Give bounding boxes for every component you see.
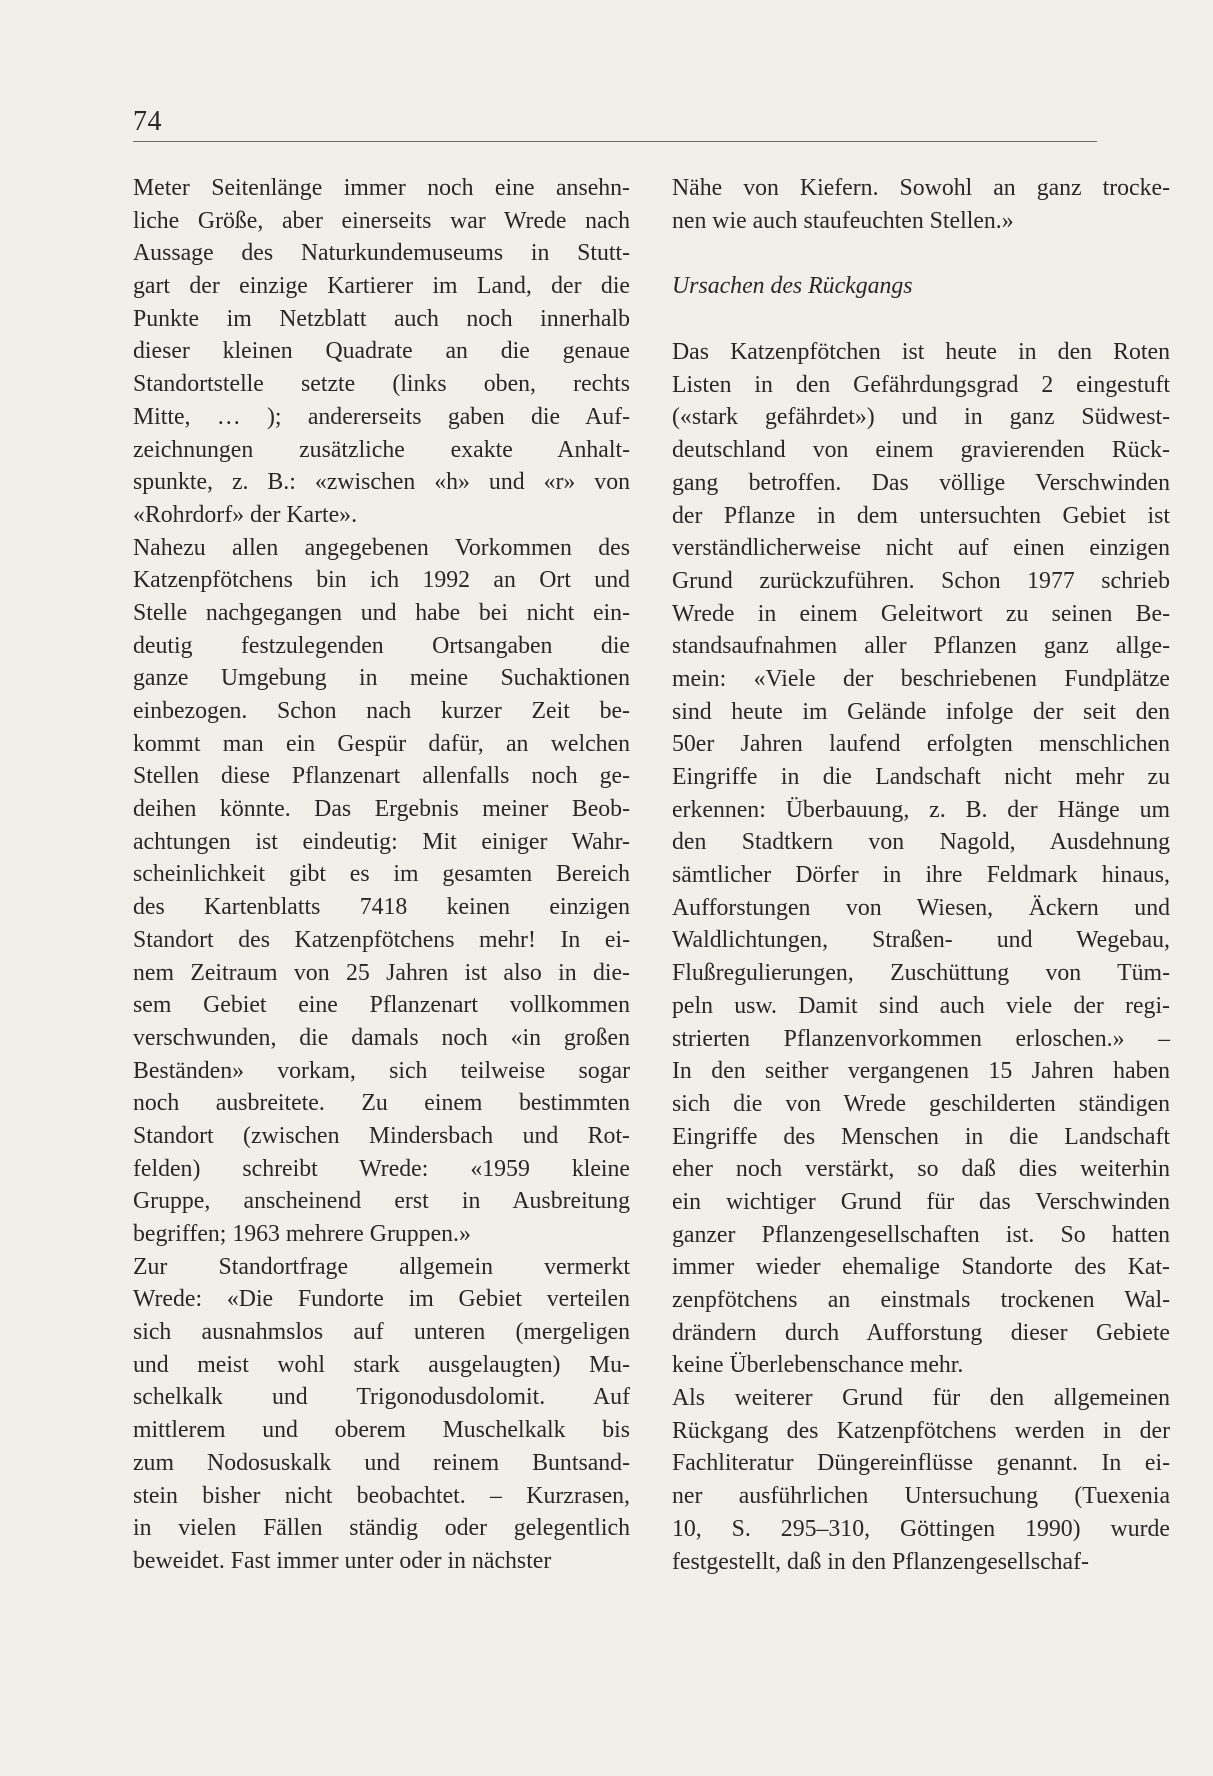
text-line: deutig festzulegenden Ortsangaben die [133, 632, 630, 659]
text-line: Standort des Katzenpfötchens mehr! In ei- [133, 926, 630, 953]
page-number: 74 [133, 106, 162, 137]
text-line: Gruppe, anscheinend erst in Ausbreitung [133, 1188, 630, 1215]
text-line: Eingriffe des Menschen in die Landschaft [672, 1123, 1170, 1150]
text-line: drändern durch Aufforstung dieser Gebiete [672, 1319, 1170, 1346]
text-line: liche Größe, aber einerseits war Wrede nach [133, 207, 630, 234]
text-line: Meter Seitenlänge immer noch eine ansehn- [133, 175, 630, 201]
text-line: stein bisher nicht beobachtet. – Kurzrasen, [133, 1482, 630, 1509]
text-line: In den seither vergangenen 15 Jahren haben [672, 1058, 1170, 1085]
text-line: Punkte im Netzblatt auch noch innerhalb [133, 305, 630, 332]
text-line: achtungen ist eindeutig: Mit einiger Wahr- [133, 828, 630, 855]
text-line: Grund zurückzuführen. Schon 1977 schrieb [672, 567, 1170, 594]
text-line: Das Katzenpfötchen ist heute in den Roten [672, 339, 1170, 366]
right-body [672, 336, 1170, 1578]
text-line: Waldlichtungen, Straßen- und Wegebau, [672, 927, 1170, 954]
section-gap [672, 303, 1170, 336]
right-column [672, 172, 1170, 1578]
text-line: mein: «Viele der beschriebenen Fundplätze [672, 665, 1170, 692]
text-line: scheinlichkeit gibt es im gesamten Bereich [133, 861, 630, 888]
text-line: gang betroffen. Das völlige Verschwinden [672, 469, 1170, 496]
text-line: Aufforstungen von Wiesen, Äckern und [672, 894, 1170, 921]
text-line: Nahezu allen angegebenen Vorkommen des [133, 534, 630, 561]
text-line: zeichnungen zusätzliche exakte Anhalt- [133, 436, 630, 463]
text-line: ganze Umgebung in meine Suchaktionen [133, 665, 630, 692]
text-line: eher noch verstärkt, so daß dies weiterhin [672, 1156, 1170, 1183]
text-line: kommt man ein Gespür dafür, an welchen [133, 730, 630, 757]
text-line: Nähe von Kiefern. Sowohl an ganz trocke- [672, 175, 1170, 201]
text-line: nen wie auch staufeuchten Stellen.» [672, 207, 1014, 234]
text-line: 50er Jahren laufend erfolgten menschlichen [672, 731, 1170, 758]
text-line: peln usw. Damit sind auch viele der regi- [672, 992, 1170, 1019]
text-line: zum Nodosuskalk und reinem Buntsand- [133, 1449, 630, 1476]
text-line: nem Zeitraum von 25 Jahren ist also in die- [133, 959, 630, 986]
text-line: Stellen diese Pflanzenart allenfalls noch ge- [133, 763, 630, 790]
left-column [133, 172, 630, 1578]
text-line: beweidet. Fast immer unter oder in nächster [133, 1547, 552, 1574]
text-line: Zur Standortfrage allgemein vermerkt [133, 1253, 630, 1280]
text-line: sich ausnahmslos auf unteren (mergeligen [133, 1319, 630, 1346]
text-line: Aussage des Naturkundemuseums in Stutt- [133, 240, 630, 267]
text-line: felden) schreibt Wrede: «1959 kleine [133, 1155, 630, 1182]
text-line: noch ausbreitete. Zu einem bestimmten [133, 1090, 630, 1117]
text-line: der Pflanze in dem untersuchten Gebiet ist [672, 502, 1170, 529]
text-line: festgestellt, daß in den Pflanzengesellschaf- [672, 1548, 1089, 1575]
text-line: immer wieder ehemalige Standorte des Kat- [672, 1254, 1170, 1281]
text-line: sem Gebiet eine Pflanzenart vollkommen [133, 992, 630, 1019]
text-line: schelkalk und Trigonodusdolomit. Auf [133, 1384, 630, 1411]
text-line: Katzenpfötchens bin ich 1992 an Ort und [133, 567, 630, 594]
text-line: den Stadtkern von Nagold, Ausdehnung [672, 829, 1170, 856]
text-line: des Kartenblatts 7418 keinen einzigen [133, 894, 630, 921]
text-line: Standort (zwischen Mindersbach und Rot- [133, 1122, 630, 1149]
text-line: («stark gefährdet») und in ganz Südwest- [672, 404, 1170, 431]
text-line: zenpfötchens an einstmals trockenen Wal- [672, 1287, 1170, 1313]
text-line: spunkte, z. B.: «zwischen «h» und «r» von [133, 469, 630, 496]
text-line: keine Überlebenschance mehr. [672, 1352, 964, 1379]
section-gap [672, 237, 1170, 270]
text-line: Wrede: «Die Fundorte im Gebiet verteilen [133, 1286, 630, 1313]
text-line: Mitte, … ); andererseits gaben die Auf- [133, 403, 630, 430]
text-line: Rückgang des Katzenpfötchens werden in der [672, 1417, 1170, 1444]
text-line: gart der einzige Kartierer im Land, der die [133, 273, 630, 300]
text-line: sämtlicher Dörfer in ihre Feldmark hinaus, [672, 862, 1170, 889]
text-line: dieser kleinen Quadrate an die genaue [133, 338, 630, 365]
text-line: Beständen» vorkam, sich teilweise sogar [133, 1057, 630, 1084]
text-line: Listen in den Gefährdungsgrad 2 eingestuft [672, 371, 1170, 398]
text-line: strierten Pflanzenvorkommen erloschen.» – [672, 1025, 1170, 1052]
text-line: verständlicherweise nicht auf einen einzigen [672, 535, 1170, 562]
text-line: ganzer Pflanzengesellschaften ist. So hatten [672, 1221, 1170, 1248]
text-line: sind heute im Gelände infolge der seit den [672, 698, 1170, 725]
right-intro [672, 172, 1170, 237]
text-line: Fachliteratur Düngereinflüsse genannt. In ei- [672, 1450, 1170, 1477]
text-line: begriffen; 1963 mehrere Gruppen.» [133, 1221, 471, 1247]
text-line: Als weiterer Grund für den allgemeinen [672, 1385, 1170, 1412]
text-line: deutschland von einem gravierenden Rück- [672, 437, 1170, 464]
text-line: standsaufnahmen aller Pflanzen ganz allge- [672, 633, 1170, 660]
text-line: deihen könnte. Das Ergebnis meiner Beob- [133, 796, 630, 823]
text-line: einbezogen. Schon nach kurzer Zeit be- [133, 698, 630, 724]
text-line: mittlerem und oberem Muschelkalk bis [133, 1417, 630, 1444]
text-line: sich die von Wrede geschilderten ständigen [672, 1090, 1170, 1117]
text-line: ein wichtiger Grund für das Verschwinden [672, 1188, 1170, 1215]
section-heading: Ursachen des Rückgangs [672, 273, 913, 300]
text-line: Eingriffe in die Landschaft nicht mehr zu [672, 764, 1170, 790]
text-line: Stelle nachgegangen und habe bei nicht ein- [133, 599, 630, 626]
text-line: Flußregulierungen, Zuschüttung von Tüm- [672, 960, 1170, 987]
text-line: Standortstelle setzte (links oben, rechts [133, 371, 630, 398]
text-line: verschwunden, die damals noch «in großen [133, 1024, 630, 1051]
header-rule [133, 141, 1097, 142]
text-line: 10, S. 295–310, Göttingen 1990) wurde [672, 1515, 1170, 1542]
text-line: und meist wohl stark ausgelaugten) Mu- [133, 1351, 630, 1378]
text-line: ner ausführlichen Untersuchung (Tuexenia [672, 1483, 1170, 1510]
text-line: «Rohrdorf» der Karte». [133, 501, 358, 528]
text-line: in vielen Fällen ständig oder gelegentlich [133, 1515, 630, 1542]
text-line: Wrede in einem Geleitwort zu seinen Be- [672, 600, 1170, 627]
text-line: erkennen: Überbauung, z. B. der Hänge um [672, 796, 1170, 823]
